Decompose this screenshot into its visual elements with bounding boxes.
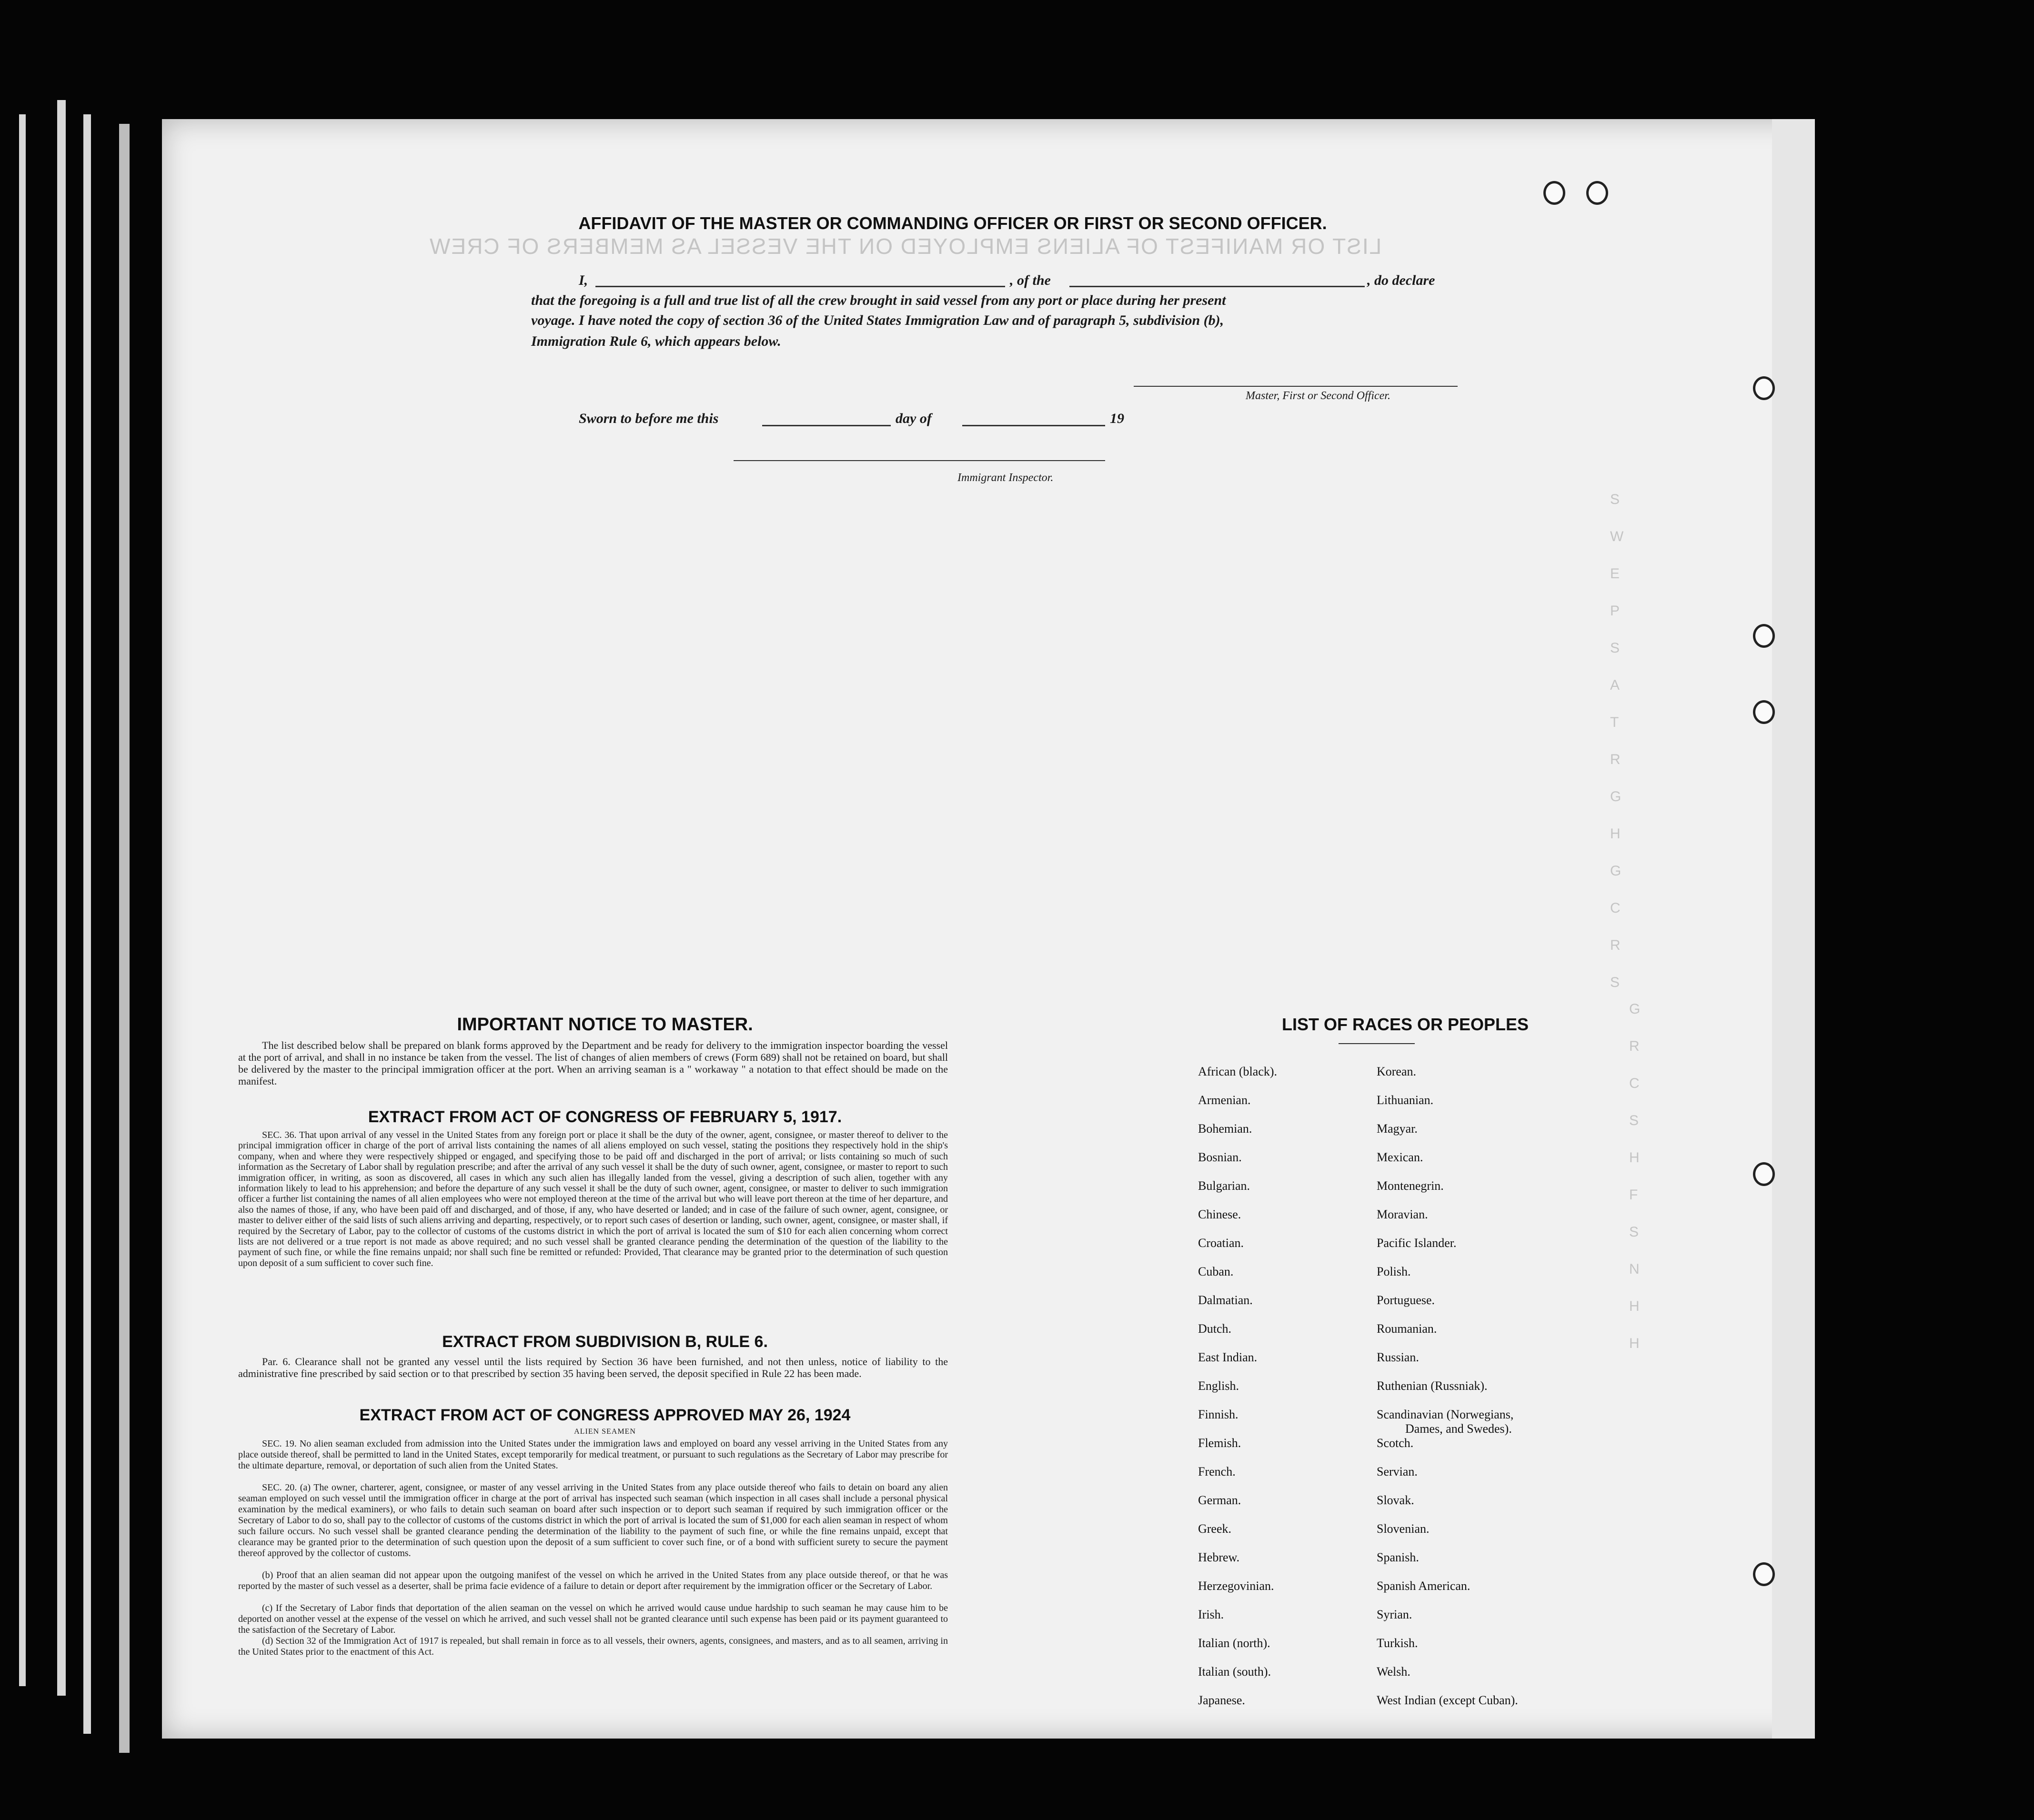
sworn-label: Sworn to before me this	[579, 411, 719, 426]
race-item: Mexican.	[1377, 1150, 1423, 1164]
race-item: Spanish.	[1377, 1550, 1419, 1564]
affidavit-line-3: voyage. I have noted the copy of section 36 of the United States Immigration Law and of paragraph 5, subdivision (b),	[531, 312, 1224, 328]
race-item: Greek.	[1198, 1522, 1232, 1536]
race-item: Dames, and Swedes).	[1405, 1422, 1512, 1436]
name-blank[interactable]	[595, 286, 1005, 287]
punch-hole	[1753, 376, 1775, 400]
race-item: Italian (north).	[1198, 1636, 1270, 1650]
vessel-blank[interactable]	[1069, 286, 1365, 287]
extract-1917-title: EXTRACT FROM ACT OF CONGRESS OF FEBRUARY 5, 1917.	[368, 1108, 842, 1126]
race-item: Slovenian.	[1377, 1522, 1430, 1536]
master-signature-line[interactable]	[1134, 386, 1458, 387]
day-of-label: day of	[896, 411, 932, 426]
extract-1924-sec19: SEC. 19. No alien seaman excluded from admission into the United States under the immigration laws and employed on board any vessel arriving in the United States from any place outside thereof, shall be permitted to land in the United States, except temporarily for medical treatment, or pursuant to such regulations as the Secretary of Labor may prescribe for the ultimate departure, removal, or deportation of such alien from the United States.	[238, 1438, 948, 1471]
sworn-day-blank[interactable]	[762, 425, 891, 426]
race-item: Bohemian.	[1198, 1122, 1252, 1136]
race-item: Turkish.	[1377, 1636, 1418, 1650]
affidavit-line-2: that the foregoing is a full and true list of all the crew brought in said vessel from any port or place during her present	[531, 292, 1226, 308]
race-item: Pacific Islander.	[1377, 1236, 1457, 1250]
race-item: Scotch.	[1377, 1436, 1414, 1450]
race-item: Roumanian.	[1377, 1322, 1437, 1336]
race-item: Hebrew.	[1198, 1550, 1240, 1564]
affidavit-title: AFFIDAVIT OF THE MASTER OR COMMANDING OFFICER OR FIRST OR SECOND OFFICER.	[578, 213, 1327, 233]
race-item: Portuguese.	[1377, 1293, 1435, 1307]
extract-rule6-title: EXTRACT FROM SUBDIVISION B, RULE 6.	[442, 1333, 768, 1351]
race-item: French.	[1198, 1465, 1236, 1478]
race-item: Cuban.	[1198, 1265, 1234, 1278]
race-item: Finnish.	[1198, 1408, 1239, 1421]
races-left-column	[1198, 1057, 1277, 1715]
extract-1924-sec20c: (c) If the Secretary of Labor finds that deportation of the alien seaman on the vessel on which he arrived would cause undue hardship to such seaman he may cause him to be deported on another vessel at the expense of the vessel on which he arrived, and such vessel shall not be granted clearance until such expense has been paid or its payment guaranteed to the satisfaction of the Secretary of Labor.	[238, 1603, 948, 1635]
extract-rule6-text: Par. 6. Clearance shall not be granted any vessel until the lists required by Section 36 have been furnished, and not then unless, notice of liability to the administrative fine prescribed by said section or to that prescribed by section 35 having been served, the deposit specified in Rule 22 has been made.	[238, 1356, 948, 1379]
bleed-through-column: S W E P S A T R G H G C R S	[1610, 492, 1625, 990]
race-item: Flemish.	[1198, 1436, 1241, 1450]
page-edge	[1772, 119, 1815, 1739]
extract-1924-title: EXTRACT FROM ACT OF CONGRESS APPROVED MAY 26, 1924	[359, 1406, 851, 1424]
race-item: Montenegrin.	[1377, 1179, 1444, 1193]
extract-1924-sec20d: (d) Section 32 of the Immigration Act of 1917 is repealed, but shall remain in force as to all vessels, their owners, agents, consignees, and masters, and as to all seamen, arriving in the United States prior to the enactment of this Act.	[238, 1636, 948, 1657]
race-item: Syrian.	[1377, 1608, 1412, 1621]
race-item: Italian (south).	[1198, 1665, 1271, 1679]
races-title: LIST OF RACES OR PEOPLES	[1281, 1015, 1529, 1034]
bleed-through-column: G R C S H F S N H H	[1629, 1001, 1641, 1351]
inspector-caption: Immigrant Inspector.	[957, 472, 1054, 484]
punch-hole	[1543, 181, 1565, 205]
punch-hole	[1753, 1162, 1775, 1186]
year-prefix: 19	[1110, 411, 1124, 426]
race-item: Bosnian.	[1198, 1150, 1242, 1164]
race-item: Spanish American.	[1377, 1579, 1470, 1593]
binder-edge-2	[57, 100, 66, 1696]
race-item: Servian.	[1377, 1465, 1418, 1478]
race-item: Herzegovinian.	[1198, 1579, 1274, 1593]
race-item: Irish.	[1198, 1608, 1224, 1621]
punch-hole	[1753, 624, 1775, 648]
binder-edge-1	[19, 114, 26, 1686]
binder-edge-4	[119, 124, 130, 1753]
race-item: Chinese.	[1198, 1207, 1241, 1221]
binder-edge-3	[83, 114, 91, 1734]
master-caption: Master, First or Second Officer.	[1246, 390, 1390, 402]
race-item: German.	[1198, 1493, 1241, 1507]
races-right-column	[1377, 1057, 1518, 1715]
affidavit-of-the: , of the	[1010, 272, 1051, 288]
affidavit-do-declare: , do declare	[1367, 272, 1435, 288]
extract-1917-text: SEC. 36. That upon arrival of any vessel in the United States from any foreign port or place it shall be the duty of the owner, agent, consignee, or master thereof to deliver to the principal immigration officer in charge of the port of arrival lists containing the names of all aliens employed on such vessel, stating the positions they respectively hold in the ship's company, when and where they were respectively shipped or engaged, and specifying those to be paid off and discharged in the port of arrival; or lists containing so much of such information as the Secretary of Labor shall by regulation prescribe; and after the arrival of any such vessel it shall be the duty of such owner, agent, consignee, or master to report to such immigration officer, in writing, as soon as discovered, all cases in which any such alien has illegally landed from the vessel, giving a description of such alien, together with any information likely to lead to his apprehension; and before the departure of any such vessel it shall be the duty of such owner, agent, consignee, or master to deliver to such immigration officer a further list containing the names of all alien employees who were not employed thereon at the time of the arrival but who will leave port thereon at the time of her departure, and also the names of those, if any, who have been paid off and discharged, and of those, if any, who have deserted or landed; and in case of the failure of such owner, agent, consignee, or master to deliver either of the said lists of such aliens arriving and departing, respectively, or to report such cases of desertion or landing, such owner, agent, consignee, or master shall, if required by the Secretary of Labor, pay to the collector of customs of the customs district in which the port of arrival is located the sum of $10 for each alien concerning whom correct lists are not delivered or a true report is not made as above required; and no such vessel shall be granted clearance pending the determination of the question of the liability to the payment of such fine, or while the fine remains unpaid; nor shall such fine be remitted or refunded: Provided, That clearance may be granted prior to the determination of such question upon deposit of a sum sufficient to cover such fine.	[238, 1130, 948, 1268]
extract-1924-sec20: SEC. 20. (a) The owner, charterer, agent, consignee, or master of any vessel arriving in the United States from any place outside thereof who fails to detain on board any alien seaman employed on such vessel until the immigration officer in charge at the port of arrival has inspected such seaman (which inspection in all cases shall include a personal physical examination by the medical examiners), or who fails to detain such seaman on board after such inspection or to deport such seaman if required by such immigration officer or the Secretary of Labor to do so, shall pay to the collector of customs of the customs district in which the port of arrival is located the sum of $1,000 for each alien seaman in respect of whom such failure occurs. No such vessel shall be granted clearance pending the determination of the liability to the payment of such fine, or while the fine remains unpaid, except that clearance may be granted prior to the determination of such question upon the deposit of a sum sufficient to cover such fine, or of a bond with sufficient surety to secure the payment thereof approved by the collector of customs.	[238, 1482, 948, 1559]
race-item: Lithuanian.	[1377, 1093, 1434, 1107]
extract-1924-subtitle: ALIEN SEAMEN	[574, 1428, 636, 1436]
affidavit-line-4: Immigration Rule 6, which appears below.	[531, 333, 781, 349]
punch-hole	[1586, 181, 1608, 205]
sworn-month-blank[interactable]	[962, 425, 1105, 426]
race-item: Dalmatian.	[1198, 1293, 1253, 1307]
race-item: West Indian (except Cuban).	[1377, 1693, 1518, 1707]
race-item: Slovak.	[1377, 1493, 1414, 1507]
race-item: Welsh.	[1377, 1665, 1410, 1679]
punch-hole	[1753, 1562, 1775, 1586]
race-item: East Indian.	[1198, 1350, 1258, 1364]
notice-text: The list described below shall be prepared on blank forms approved by the Department and be ready for delivery to the immigration inspector boarding the vessel at the port of arrival, and shall in no instance be taken from the vessel. The list of changes of alien members of crews (Form 689) shall not be retained on board, but shall be delivered by the master to the principal immigration officer at the port. When an arriving seaman is a " workaway " a notation to that effect should be made on the manifest.	[238, 1039, 948, 1087]
race-item: Moravian.	[1377, 1207, 1428, 1221]
inspector-signature-line[interactable]	[734, 460, 1105, 461]
affidavit-i-label: I,	[579, 272, 588, 288]
race-item: Ruthenian (Russniak).	[1377, 1379, 1488, 1393]
notice-title: IMPORTANT NOTICE TO MASTER.	[457, 1015, 753, 1035]
race-item: Magyar.	[1377, 1122, 1418, 1136]
extract-1924-sec20b: (b) Proof that an alien seaman did not appear upon the outgoing manifest of the vessel on which he arrived in the United States from any place outside thereof, or that he was reported by the master of such vessel as a deserter, shall be prima facie evidence of a failure to detain or deport after requirement by the immigration officer or the Secretary of Labor.	[238, 1570, 948, 1591]
races-title-rule	[1339, 1043, 1415, 1044]
bleed-through-text: LIST OR MANIFEST OF ALIENS EMPLOYED ON THE VESSEL AS MEMBERS OF CREW	[429, 234, 1382, 259]
race-item: Armenian.	[1198, 1093, 1251, 1107]
race-item: Dutch.	[1198, 1322, 1232, 1336]
race-item: Russian.	[1377, 1350, 1419, 1364]
race-item: Scandinavian (Norwegians,	[1377, 1408, 1514, 1421]
race-item: Japanese.	[1198, 1693, 1245, 1707]
race-item: Korean.	[1377, 1065, 1417, 1078]
punch-hole	[1753, 700, 1775, 724]
race-item: African (black).	[1198, 1065, 1278, 1078]
race-item: Bulgarian.	[1198, 1179, 1250, 1193]
race-item: Croatian.	[1198, 1236, 1244, 1250]
race-item: Polish.	[1377, 1265, 1411, 1278]
race-item: English.	[1198, 1379, 1239, 1393]
